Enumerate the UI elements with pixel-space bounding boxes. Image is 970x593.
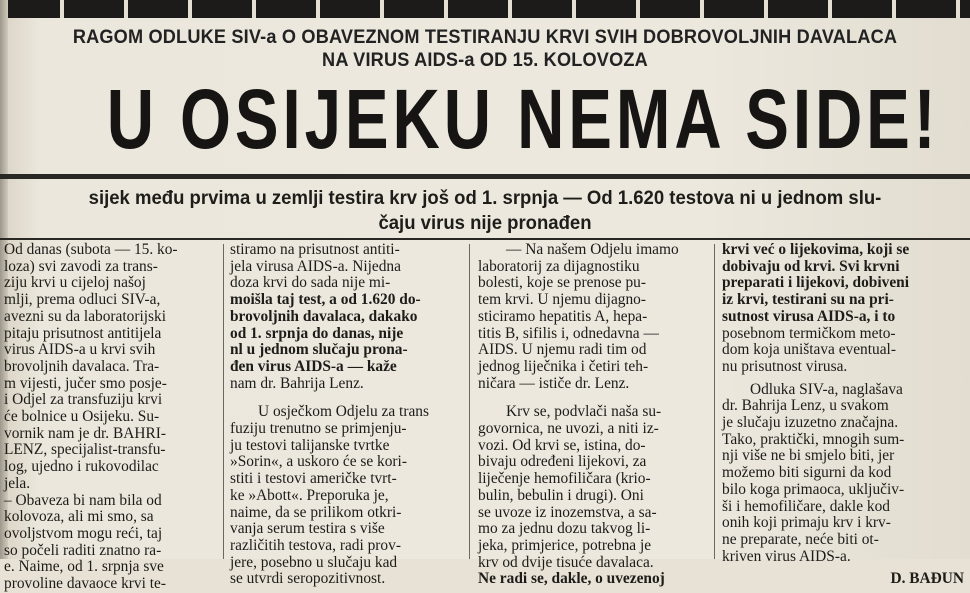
article-text-line: stiti i testovi američke tvrt- bbox=[230, 470, 397, 488]
article-text-line: brovoljnih davalaca, dakako bbox=[230, 307, 418, 325]
article-text-line: ničara — ističe dr. Lenz. bbox=[478, 374, 630, 392]
article-text-line: nam dr. Bahrija Lenz. bbox=[230, 374, 364, 392]
article-text-line: kolovoza, ali mi smo, sa bbox=[4, 508, 154, 526]
article-text-line: vanja serum testira s više bbox=[230, 520, 385, 538]
article-text-line: krv od dvije tisuće davalaca. bbox=[478, 553, 654, 571]
article-text-line: pitaju prisutnost antitijela bbox=[4, 324, 162, 342]
article-text-line: ovoljstvom mogu reći, taj bbox=[4, 524, 163, 542]
subhead-line-2: čaju virus nije pronađen bbox=[378, 212, 592, 234]
top-border-strip bbox=[0, 0, 970, 18]
article-text-line: titis B, sifilis i, odnedavna — bbox=[478, 324, 659, 342]
article-text-line: od 1. srpnja do danas, nije bbox=[230, 324, 404, 342]
article-text-line: fuziju trenutno se primjenju- bbox=[230, 420, 407, 438]
article-text-line: nu prisutnost virusa. bbox=[722, 357, 848, 375]
article-text-line: će bolnice u Osijeku. Su- bbox=[4, 408, 160, 426]
article-column-2 bbox=[230, 241, 460, 588]
article-text-line: krvi već o lijekovima, koji se bbox=[722, 241, 910, 258]
column-3-paragraph-1 bbox=[478, 242, 704, 392]
column-4-paragraph-2 bbox=[722, 382, 968, 566]
article-text-line: dom koja uništava eventual- bbox=[722, 341, 896, 359]
article-text-line: Ne radi se, dakle, o uvezenoj bbox=[478, 570, 665, 588]
article-text-line: posebnom termičkom meto- bbox=[722, 324, 896, 342]
article-text-line: možemo biti sigurni da kod bbox=[722, 464, 892, 482]
article-text-line: nl u jednom slučaju prona- bbox=[230, 341, 408, 359]
article-text-line: »Sorin«, a uskoro će se kori- bbox=[230, 453, 407, 471]
article-text-line: liječenje hemofiličara (krio- bbox=[478, 470, 651, 488]
article-column-1 bbox=[4, 241, 218, 593]
article-text-line: Od danas (subota — 15. ko- bbox=[4, 241, 178, 258]
article-text-line: ziju krvi u cijeloj našoj bbox=[4, 274, 146, 292]
article-text-line: jela. bbox=[4, 474, 31, 492]
article-text-line: sutnost virusa AIDS-a, i to bbox=[722, 307, 896, 325]
article-text-line: U osječkom Odjelu za trans bbox=[258, 403, 429, 421]
subhead-line-1: sijek među prvima u zemlji testira krv još od 1. srpnja — Od 1.620 testova ni u jednom slu- bbox=[88, 187, 882, 209]
article-column-3 bbox=[478, 241, 704, 588]
article-text-line: stiramo na prisutnost antiti- bbox=[230, 241, 400, 258]
article-text-line: AIDS. U njemu radi tim od bbox=[478, 341, 647, 359]
article-text-line: jednog liječnika i četiri teh- bbox=[478, 357, 649, 375]
article-text-line: bilo koga primaoca, uključiv- bbox=[722, 480, 905, 498]
article-text-line: ke »Abott«. Preporuka je, bbox=[230, 486, 389, 504]
article-text-line: so počeli raditi znatno ra- bbox=[4, 541, 162, 559]
article-text-line: se utvrdi seropozitivnost. bbox=[230, 570, 386, 588]
article-text-line: Tako, praktički, mnogih sum- bbox=[722, 430, 905, 448]
article-column-4 bbox=[722, 241, 968, 588]
article-text-line: je slučaju izuzetno značajna. bbox=[722, 414, 899, 432]
article-text-line: moišla taj test, a od 1.620 do- bbox=[230, 291, 421, 309]
article-text-line: log, ujedno i rukovodilac bbox=[4, 458, 159, 476]
article-text-line: tem krvi. U njemu dijagno- bbox=[478, 291, 646, 309]
column-2-paragraph-2 bbox=[230, 404, 460, 588]
article-text-line: – Obaveza bi nam bila od bbox=[4, 491, 162, 509]
article-text-line: doza krvi do sada nije mi- bbox=[230, 274, 391, 292]
article-text-line: vozi. Od krvi se, istina, do- bbox=[478, 436, 646, 454]
kicker-line-2: NA VIRUS AIDS-a OD 15. KOLOVOZA bbox=[322, 49, 648, 71]
article-text-line: jere, posebno u slučaju kad bbox=[230, 553, 398, 571]
article-text-line: dr. Bahrija Lenz, u svakom bbox=[722, 397, 889, 415]
article-text-line: jeka, primjerice, potrebna je bbox=[478, 536, 652, 554]
column-divider bbox=[469, 244, 470, 559]
article-text-line: laboratorij za dijagnostiku bbox=[478, 257, 640, 275]
article-text-line: mlji, prema odluci SIV-a, bbox=[4, 291, 161, 309]
article-text-line: kriven virus AIDS-a. bbox=[722, 547, 851, 565]
article-text-line: sticiramo hepatitis A, hepa- bbox=[478, 307, 648, 325]
column-1-text bbox=[4, 242, 218, 593]
article-text-line: bulin, bebulin i drugi). Oni bbox=[478, 486, 644, 504]
article-text-line: Krv se, podvlači naša su- bbox=[506, 403, 662, 421]
article-text-line: govornica, ne uvozi, a niti iz- bbox=[478, 420, 659, 438]
subhead-rule bbox=[0, 238, 970, 240]
article-text-line: loza) svi zavodi za trans- bbox=[4, 257, 158, 275]
article-text-line: m vijesti, jučer smo posje- bbox=[4, 374, 167, 392]
article-text-line: ju testovi talijanske tvrtke bbox=[230, 436, 390, 454]
article-text-line: brovoljnih davalaca. Tra- bbox=[4, 357, 160, 375]
kicker-line-1: RAGOM ODLUKE SIV-a O OBAVEZNOM TESTIRANJU KRVI SVIH DOBROVOLJNIH DAVALACA bbox=[72, 26, 898, 48]
subheadline bbox=[24, 186, 946, 236]
article-text-line: e. Naime, od 1. srpnja sve bbox=[4, 558, 164, 576]
article-text-line: ši i hemofiličare, dakle kod bbox=[722, 497, 890, 515]
column-4-paragraph-1 bbox=[722, 242, 968, 376]
article-text-line: nji više ne bi smjelo biti, jer bbox=[722, 447, 895, 465]
article-text-line: đen virus AIDS-a — kaže bbox=[230, 357, 397, 375]
article-text-line: se uvoze iz inozemstva, a sa- bbox=[478, 503, 657, 521]
column-divider bbox=[714, 244, 715, 559]
article-text-line: jela virusa AIDS-a. Nijedna bbox=[230, 257, 401, 275]
article-text-line: onih koji primaju krv i krv- bbox=[722, 514, 891, 532]
column-2-paragraph-1 bbox=[230, 242, 460, 392]
article-text-line: preparati i lijekovi, dobiveni bbox=[722, 274, 909, 292]
article-text-line: i Odjel za transfuziju krvi bbox=[4, 391, 163, 409]
main-headline: U OSIJEKU NEMA SIDE! bbox=[106, 72, 940, 166]
article-text-line: iz krvi, testirani su na pri- bbox=[722, 291, 894, 309]
article-text-line: ne preparate, neće biti ot- bbox=[722, 530, 879, 548]
kicker-headline bbox=[34, 26, 936, 72]
article-text-line: avezni su da laboratorijski bbox=[4, 307, 166, 325]
article-text-line: vornik nam je dr. BAHRI- bbox=[4, 424, 167, 442]
article-text-line: Odluka SIV-a, naglašava bbox=[750, 380, 903, 398]
column-3-paragraph-2 bbox=[478, 404, 704, 588]
article-text-line: provoline davaoce krvi te- bbox=[4, 575, 166, 593]
article-text-line: naime, da se prilikom otkri- bbox=[230, 503, 402, 521]
column-divider bbox=[223, 244, 224, 559]
article-text-line: LENZ, specijalist-transfu- bbox=[4, 441, 166, 459]
article-text-line: — Na našem Odjelu imamo bbox=[506, 241, 679, 258]
article-text-line: dobivaju od krvi. Svi krvni bbox=[722, 257, 900, 275]
article-text-line: različitih testova, radi prov- bbox=[230, 536, 401, 554]
article-text-line: bolesti, koje se prenose pu- bbox=[478, 274, 646, 292]
article-text-line: mo za jednu dozu takvog li- bbox=[478, 520, 651, 538]
article-text-line: virus AIDS-a u krvi svih bbox=[4, 341, 156, 359]
author-signature: D. BAĐUN bbox=[890, 570, 964, 588]
headline-rule bbox=[0, 174, 970, 179]
article-text-line: bivaju određeni lijekovi, za bbox=[478, 453, 647, 471]
